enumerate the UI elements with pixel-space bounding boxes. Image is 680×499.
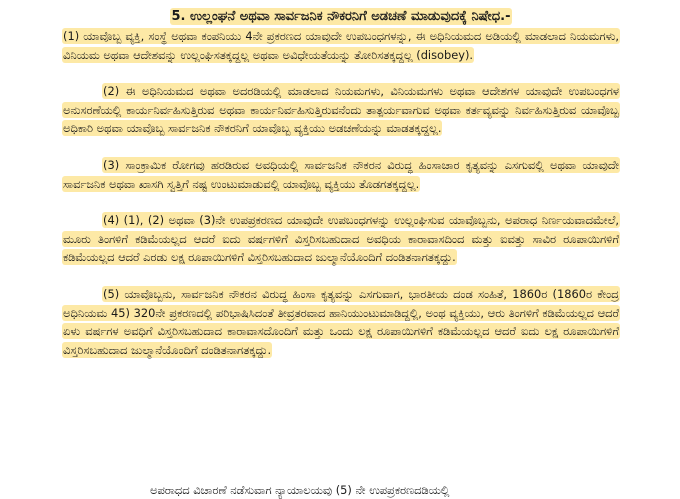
paragraph-text: (1) ಯಾವೊಬ್ಬ ವ್ಯಕ್ತಿ, ಸಂಸ್ಥೆ ಅಥವಾ ಕಂಪನಿಯು 4ನೇ ಪ್ರಕರಣದ ಯಾವುದೇ ಉಪಬಂಧಗಳನ್ನು, ಈ ಅಧಿನಿಯಮದ ಅಡಿಯಲ್ಲಿ ಮಾಡಲಾದ ನಿಯಮಗಳು, ವಿನಿಯಮ ಅಥವಾ ಆದೇಶವನ್ನು ಉಲ್ಲಂಘಿಸತಕ್ಕದ್ದಲ್ಲ ಅಥವಾ ಅವಿಧೇಯತೆಯನ್ನು ತೋರಿಸತಕ್ಕದ್ದಲ್ಲ (disobey). <box>63 29 619 62</box>
paragraph-5 <box>62 285 620 359</box>
paragraph-3 <box>62 156 620 193</box>
paragraph-2 <box>62 82 620 138</box>
section-heading <box>62 8 620 26</box>
paragraph-text: (3) ಸಾಂಕ್ರಾಮಿಕ ರೋಗವು ಹರಡಿರುವ ಅವಧಿಯಲ್ಲಿ ಸಾರ್ವಜನಿಕ ನೌಕರನ ವಿರುದ್ಧ ಹಿಂಸಾಚಾರ ಕೃತ್ಯವನ್ನು ಎಸಗುವಲ್ಲಿ ಅಥವಾ ಯಾವುದೇ ಸಾರ್ವಜನಿಕ ಅಥವಾ ಖಾಸಗಿ ಸ್ವತ್ತಿಗೆ ನಷ್ಟ ಉಂಟುಮಾಡುವಲ್ಲಿ ಯಾವೊಬ್ಬ ವ್ಯಕ್ತಿಯು ತೊಡಗತಕ್ಕದ್ದಲ್ಲ. <box>63 157 619 191</box>
paragraph-text: (2) ಈ ಅಧಿನಿಯಮದ ಅಥವಾ ಅದರಡಿಯಲ್ಲಿ ಮಾಡಲಾದ ನಿಯಮಗಳು, ವಿನಿಯಮಗಳು ಅಥವಾ ಆದೇಶಗಳ ಯಾವುದೇ ಉಪಬಂಧಗಳ ಅನುಸರಣೆಯಲ್ಲಿ ಕಾರ್ಯನಿರ್ವಹಿಸುತ್ತಿರುವ ಅಥವಾ ಕಾರ್ಯನಿರ್ವಹಿಸುತ್ತಿರುವನೆಂದು ತಾತ್ಪರ್ಯವಾಗುವ ಅಥವಾ ಕರ್ತವ್ಯವನ್ನು ನಿರ್ವಹಿಸುತ್ತಿರುವ ಯಾವೊಬ್ಬ ಅಧಿಕಾರಿ ಅಥವಾ ಯಾವೊಬ್ಬ ಸಾರ್ವಜನಿಕ ನೌಕರನಿಗೆ ಯಾವೊಬ್ಬ ವ್ಯಕ್ತಿಯು ಅಡಚಣೆಯನ್ನು ಮಾಡತಕ್ಕದ್ದಲ್ಲ. <box>63 84 619 136</box>
document-body <box>62 8 620 377</box>
heading-text: 5. ಉಲ್ಲಂಘನೆ ಅಥವಾ ಸಾರ್ವಜನಿಕ ನೌಕರನಿಗೆ ಅಡಚಣೆ ಮಾಡುವುದಕ್ಕೆ ನಿಷೇಧ.- <box>171 9 511 24</box>
paragraph-1 <box>62 27 620 64</box>
paragraph-text: (4) (1), (2) ಅಥವಾ (3)ನೇ ಉಪಪ್ರಕರಣದ ಯಾವುದೇ ಉಪಬಂಧಗಳನ್ನು ಉಲ್ಲಂಘಿಸುವ ಯಾವೊಬ್ಬನು, ಅಪರಾಧ ನಿರ್ಣಯವಾದಮೇಲೆ, ಮೂರು ತಿಂಗಳಿಗೆ ಕಡಿಮೆಯಲ್ಲದ ಆದರೆ ಐದು ವರ್ಷಗಳಿಗೆ ವಿಸ್ತರಿಸಬಹುದಾದ ಅವಧಿಯ ಕಾರಾವಾಸದಿಂದ ಮತ್ತು ಐವತ್ತು ಸಾವಿರ ರೂಪಾಯಿಗಳಿಗೆ ಕಡಿಮೆಯಲ್ಲದ ಆದರೆ ಎರಡು ಲಕ್ಷ ರೂಪಾಯಿಗಳಿಗೆ ವಿಸ್ತರಿಸಬಹುದಾದ ಜುಲ್ಮಾನೆಯೊಂದಿಗೆ ದಂಡಿತನಾಗತಕ್ಕದ್ದು. <box>63 213 619 265</box>
paragraph-4 <box>62 211 620 267</box>
paragraph-text: (5) ಯಾವೊಬ್ಬನು, ಸಾರ್ವಜನಿಕ ನೌಕರನ ವಿರುದ್ಧ ಹಿಂಸಾ ಕೃತ್ಯವನ್ನು ಎಸಗುವಾಗ, ಭಾರತೀಯ ದಂಡ ಸಂಹಿತೆ, 1860ರ (1860ರ ಕೇಂದ್ರ ಅಧಿನಿಯಮ 45) 320ನೇ ಪ್ರಕರಣದಲ್ಲಿ ಪರಿಭಾಷಿಸಿದಂತೆ ತೀವ್ರತರವಾದ ಹಾನಿಯುಂಟುಮಾಡಿದ್ದಲ್ಲಿ, ಅಂಥ ವ್ಯಕ್ತಿಯು, ಆರು ತಿಂಗಳಿಗೆ ಕಡಿಮೆಯಲ್ಲದ ಆದರೆ ಏಳು ವರ್ಷಗಳ ಅವಧಿಗೆ ವಿಸ್ತರಿಸಬಹುದಾದ ಕಾರಾವಾಸದೊಂದಿಗೆ ಮತ್ತು ಒಂದು ಲಕ್ಷ ರೂಪಾಯಿಗಳಿಗೆ ಕಡಿಮೆಯಲ್ಲದ ಆದರೆ ಐದು ಲಕ್ಷ ರೂಪಾಯಿಗಳಿಗೆ ವಿಸ್ತರಿಸಬಹುದಾದ ಜುಲ್ಮಾನೆಯೊಂದಿಗೆ ದಂಡಿತನಾಗತಕ್ಕದ್ದು. <box>63 286 619 357</box>
cutoff-line: ಅಪರಾಧದ ವಿಚಾರಣೆ ನಡೆಸುವಾಗ ನ್ಯಾಯಾಲಯವು (5) ನೇ ಉಪಪ್ರಕರಣದಡಿಯಲ್ಲಿ <box>150 483 450 497</box>
